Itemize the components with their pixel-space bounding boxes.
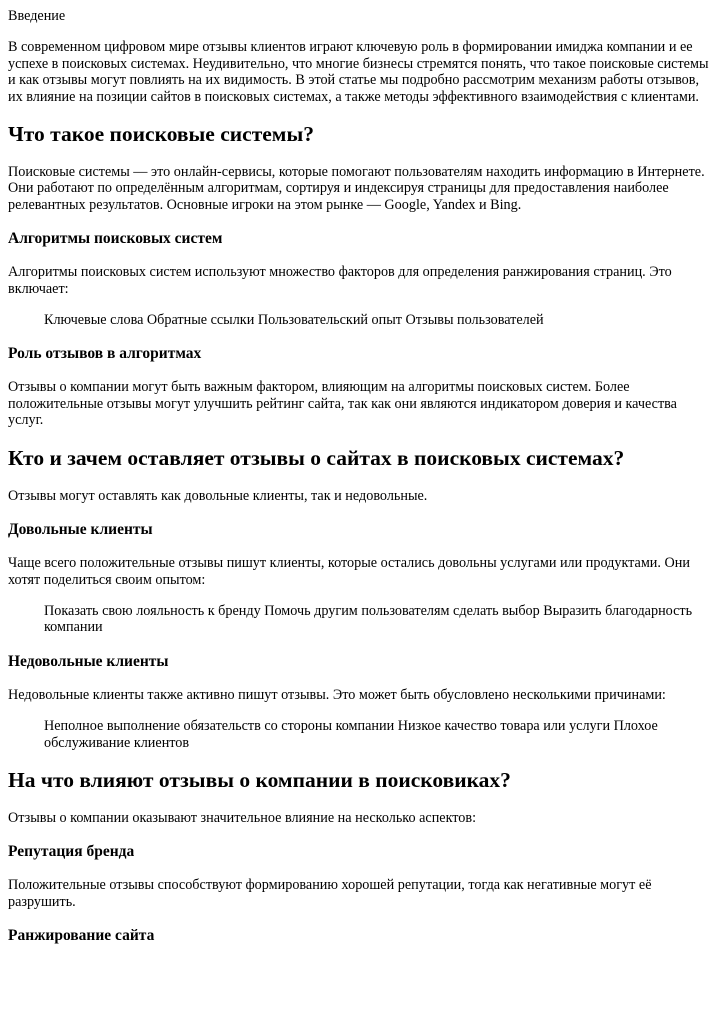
heading-satisfied: Довольные клиенты xyxy=(8,521,153,539)
heading-algorithms: Алгоритмы поисковых систем xyxy=(8,230,223,248)
heading-unsatisfied: Недовольные клиенты xyxy=(8,652,169,670)
influence-paragraph: Отзывы о компании оказывают значительное влияние на несколько аспектов: xyxy=(8,809,477,826)
algorithms-paragraph: Алгоритмы поисковых систем используют множество факторов для определения ранжирования страниц. Это включает: xyxy=(8,264,672,297)
algorithms-list: Ключевые слова Обратные ссылки Пользовательский опыт Отзывы пользователей xyxy=(44,312,544,329)
heading-ranking: Ранжирование сайта xyxy=(8,927,155,945)
satisfied-list: Показать свою лояльность к бренду Помочь другим пользователям сделать выбор Выразить благодарность компании xyxy=(44,602,693,636)
satisfied-paragraph: Чаще всего положительные отзывы пишут клиенты, которые остались довольны услугами или продуктами. Они хотят поделиться своим опытом: xyxy=(8,555,690,588)
heading-reputation: Репутация бренда xyxy=(8,843,135,861)
who-leaves-paragraph: Отзывы могут оставлять как довольные клиенты, так и недовольные. xyxy=(8,487,428,504)
heading-influence: На что влияют отзывы о компании в поисковиках? xyxy=(8,767,511,792)
intro-label: Введение xyxy=(8,8,66,24)
search-engines-paragraph: Поисковые системы — это онлайн-сервисы, которые помогают пользователям находить информацию в Интернете. Они работают по определённым алгоритмам, сортируя и индексируя страницы для предоставления наиболее релевантных результатов. Основные игроки на этом рынке — Google, Yandex и Bing. xyxy=(8,164,705,213)
heading-reviews-role: Роль отзывов в алгоритмах xyxy=(8,345,202,363)
unsatisfied-list: Неполное выполнение обязательств со стороны компании Низкое качество товара или услуги Плохое обслуживание клиентов xyxy=(44,718,658,751)
unsatisfied-paragraph: Недовольные клиенты также активно пишут отзывы. Это может быть обусловлено несколькими причинами: xyxy=(8,686,666,703)
intro-paragraph: В современном цифровом мире отзывы клиентов играют ключевую роль в формировании имиджа компании и ее успехе в поисковых системах. Неудивительно, что многие бизнесы стремятся понять, что такое поисковые системы и как отзывы могут повлиять на их видимость. В этой статье мы подробно рассмотрим механизм работы отзывов, их влияние на позиции сайтов в поисковых системах, а также методы эффективного взаимодействия с клиентами. xyxy=(8,39,709,105)
reputation-paragraph: Положительные отзывы способствуют формированию хорошей репутации, тогда как негативные могут её разрушить. xyxy=(8,877,652,910)
heading-who-leaves: Кто и зачем оставляет отзывы о сайтах в поисковых системах? xyxy=(8,445,625,470)
reviews-role-paragraph: Отзывы о компании могут быть важным фактором, влияющим на алгоритмы поисковых систем. Более положительные отзывы могут улучшить рейтинг сайта, так как они являются индикатором доверия и качества услуг. xyxy=(8,379,677,429)
heading-search-engines: Что такое поисковые системы? xyxy=(8,122,314,147)
